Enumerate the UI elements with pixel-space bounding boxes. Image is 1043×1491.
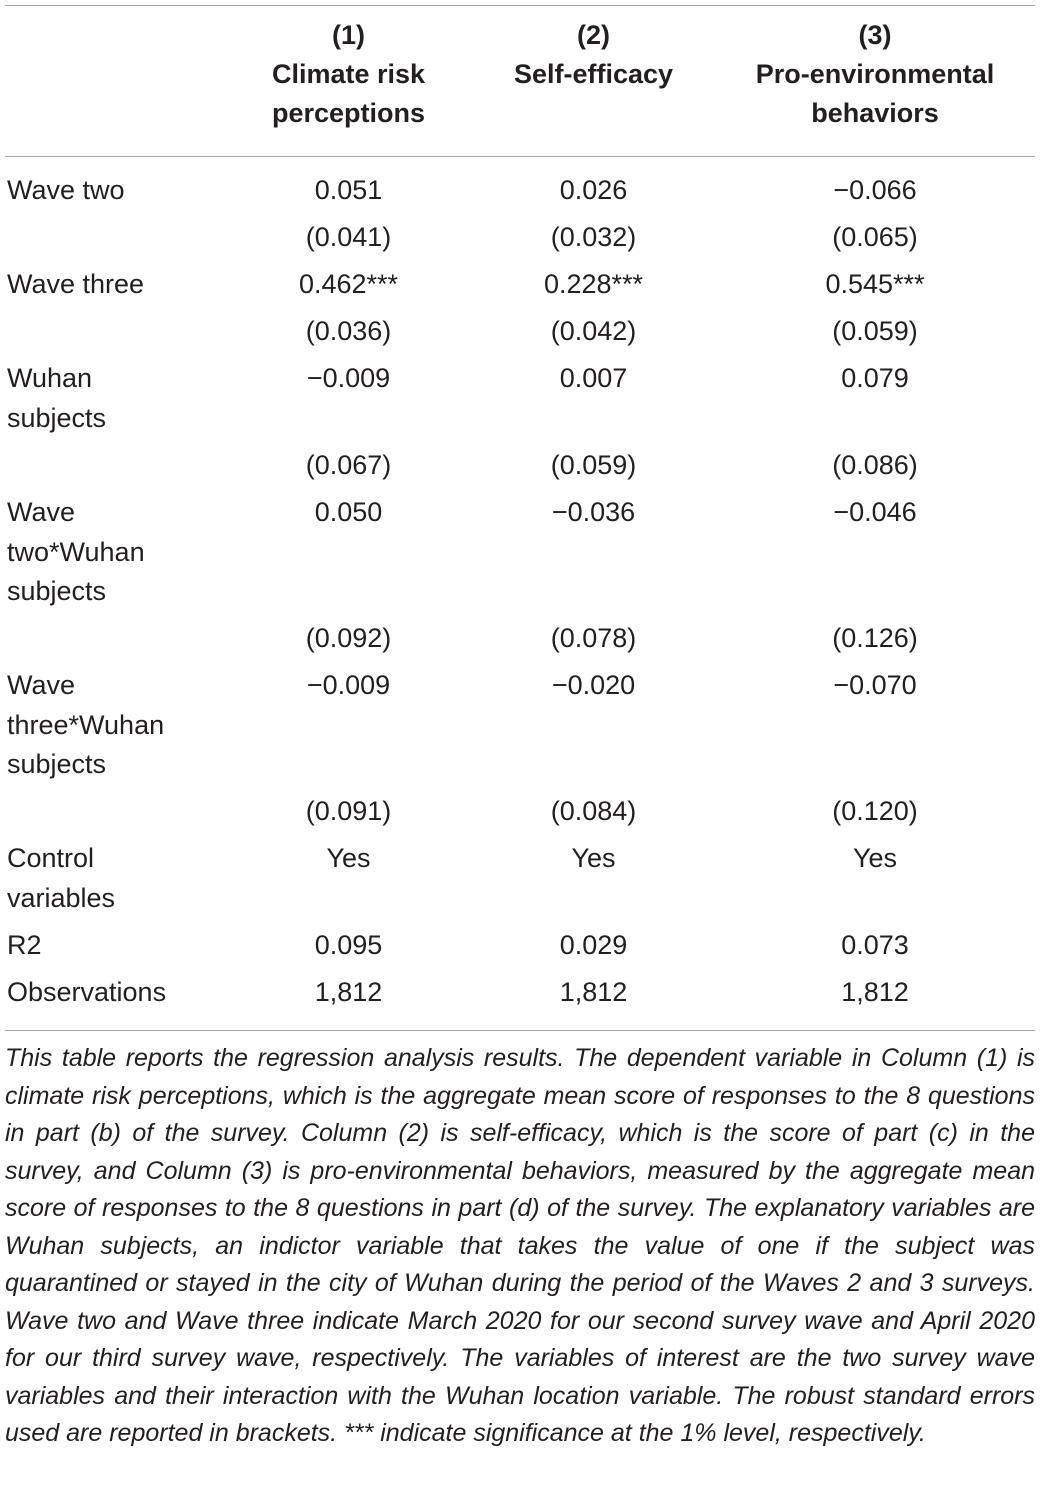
row-label <box>5 666 225 792</box>
row-label: Wave three <box>7 269 145 299</box>
table-row-wave-two-wuhan-se <box>5 619 1035 666</box>
table-row-wuhan-subjects <box>5 359 1035 446</box>
se-col-3: (0.059) <box>832 316 918 346</box>
row-label-empty <box>5 792 225 839</box>
se-col-2: (0.078) <box>550 623 637 653</box>
row-label-line-2: subjects <box>7 402 107 433</box>
col-2-number: (2) <box>577 20 610 50</box>
col-1-name-line-1: Climate risk <box>271 59 426 89</box>
col-1-number: (1) <box>332 20 365 50</box>
col-3-number: (3) <box>858 20 892 50</box>
se-col-3: (0.086) <box>832 450 918 480</box>
coef-col-2: −0.020 <box>551 670 636 700</box>
regression-table <box>5 0 1035 1020</box>
header-row <box>5 0 1035 156</box>
value-col-1: Yes <box>326 843 371 873</box>
se-col-3: (0.126) <box>832 623 918 653</box>
value-col-2: Yes <box>571 843 616 873</box>
coef-col-2: −0.036 <box>551 497 636 527</box>
row-label-empty <box>5 619 225 666</box>
se-col-1: (0.041) <box>305 222 392 252</box>
coef-col-3: −0.046 <box>833 497 917 527</box>
coef-col-2: 0.228*** <box>543 269 644 299</box>
se-col-1: (0.036) <box>305 316 392 346</box>
col-2-name-line-1: Self-efficacy <box>513 59 674 89</box>
coef-col-1: −0.009 <box>306 363 391 393</box>
row-label <box>5 839 225 926</box>
row-label-empty <box>5 218 225 265</box>
header-col-1 <box>225 0 472 156</box>
row-label-line-2: three*Wuhan <box>7 709 165 740</box>
row-label-line-3: subjects <box>7 576 107 606</box>
table-footnote: This table reports the regression analysis results. The dependent variable in Column (1) is climate risk perceptions, which is the aggregate mean score of responses to the 8 questions in part (b) of the survey. Column (2) is self-efficacy, which is the score of part (c) in the survey, and Column (3) is pro-environmental behaviors, measured by the aggregate mean score of responses to the 8 questions in part (d) of the survey. The explanatory variables are Wuhan subjects, an indictor variable that takes the value of one if the subject was quarantined or stayed in the city of Wuhan during the period of the Waves 2 and 3 surveys. Wave two and Wave three indicate March 2020 for our second survey wave and April 2020 for our third survey wave, respectively. The variables of interest are the two survey wave variables and their interaction with the Wuhan location variable. The robust standard errors used are reported in brackets. *** indicate significance at the 1% level, respectively. <box>5 1044 1035 1447</box>
table-row-wave-three <box>5 265 1035 312</box>
row-label-line-1: Wuhan <box>7 363 93 393</box>
row-label-line-3: subjects <box>7 749 107 779</box>
header-col-2 <box>472 0 715 156</box>
se-col-1: (0.091) <box>305 796 392 826</box>
row-label: R2 <box>7 930 42 960</box>
col-1-name-line-2: perceptions <box>271 98 426 128</box>
col-3-name-line-2: behaviors <box>811 98 939 128</box>
se-col-1: (0.067) <box>305 450 392 480</box>
row-label <box>5 359 225 446</box>
header-stub <box>5 0 225 156</box>
table-row-wave-three-wuhan <box>5 666 1035 792</box>
table-row-observations <box>5 973 1035 1020</box>
coef-col-1: 0.050 <box>314 497 383 527</box>
value-col-3: 0.073 <box>841 930 909 960</box>
row-label: Wave two <box>7 175 125 205</box>
table-row-control-variables <box>5 839 1035 926</box>
table-row-r2 <box>5 926 1035 973</box>
bottom-rule <box>5 1030 1035 1031</box>
row-label-line-1: Control <box>7 843 95 873</box>
se-col-3: (0.065) <box>832 222 918 252</box>
value-col-1: 0.095 <box>314 930 383 960</box>
coef-col-3: −0.066 <box>833 175 917 205</box>
se-col-3: (0.120) <box>832 796 918 826</box>
spacer-row <box>5 156 1035 171</box>
se-col-2: (0.084) <box>550 796 637 826</box>
table-row-wave-three-se <box>5 312 1035 359</box>
coef-col-3: 0.545*** <box>825 269 925 299</box>
row-label-line-1: Wave <box>7 670 76 700</box>
value-col-2: 1,812 <box>559 977 628 1007</box>
table-row-wave-three-wuhan-se <box>5 792 1035 839</box>
table-row-wuhan-subjects-se <box>5 446 1035 493</box>
row-label-empty <box>5 312 225 359</box>
coef-col-1: 0.462*** <box>298 269 399 299</box>
table-row-wave-two-wuhan <box>5 493 1035 619</box>
coef-col-1: 0.051 <box>314 175 383 205</box>
coef-col-3: −0.070 <box>833 670 917 700</box>
coef-col-2: 0.007 <box>559 363 628 393</box>
se-col-2: (0.059) <box>550 450 637 480</box>
col-3-name-line-1: Pro-environmental <box>755 59 995 89</box>
coef-col-2: 0.026 <box>559 175 628 205</box>
row-label: Observations <box>7 977 167 1007</box>
se-col-2: (0.042) <box>550 316 637 346</box>
se-col-2: (0.032) <box>550 222 637 252</box>
value-col-2: 0.029 <box>559 930 628 960</box>
row-label-line-2: variables <box>7 882 116 913</box>
coef-col-3: 0.079 <box>841 363 909 393</box>
value-col-3: Yes <box>852 843 898 873</box>
se-col-1: (0.092) <box>305 623 392 653</box>
row-label-empty <box>5 446 225 493</box>
coef-col-1: −0.009 <box>306 670 391 700</box>
header-col-3 <box>715 0 1035 156</box>
value-col-1: 1,812 <box>314 977 383 1007</box>
row-label <box>5 493 225 619</box>
value-col-3: 1,812 <box>841 977 909 1007</box>
table-row-wave-two-se <box>5 218 1035 265</box>
row-label-line-1: Wave <box>7 497 76 527</box>
table-row-wave-two <box>5 171 1035 218</box>
row-label-line-2: two*Wuhan <box>7 536 145 567</box>
